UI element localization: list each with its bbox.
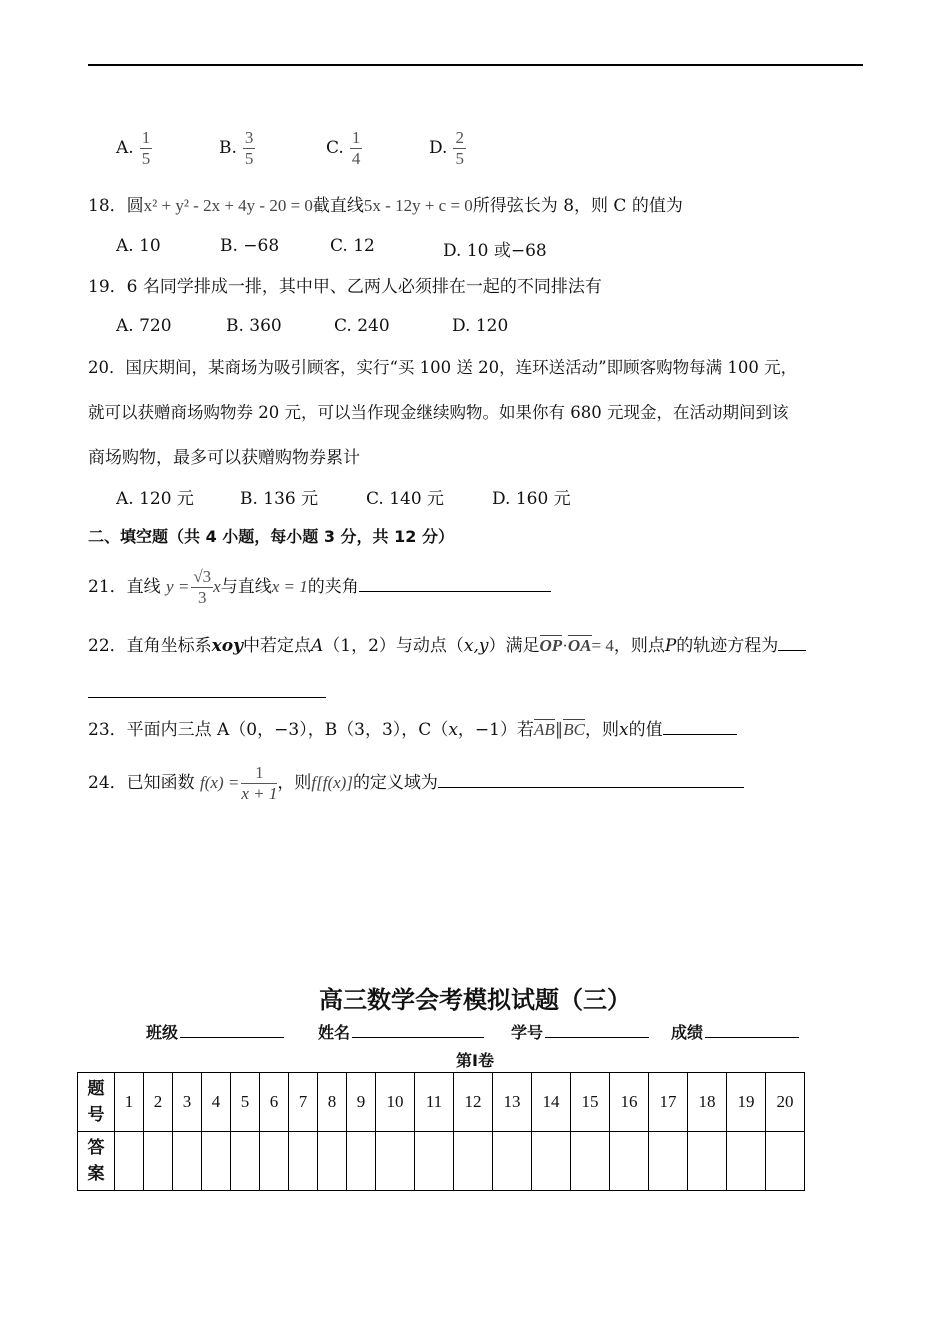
question-number-cell: 17 (649, 1073, 688, 1132)
q19-option-d: D. 120 (452, 316, 509, 336)
answer-sheet-title: 高三数学会考模拟试题（三） (319, 986, 631, 1014)
section-heading-fill-in: 二、填空题（共 4 小题，每小题 3 分，共 12 分） (88, 527, 454, 546)
option-letter: B. (219, 138, 237, 158)
question-number-cell: 6 (260, 1073, 289, 1132)
answer-cell[interactable] (766, 1132, 805, 1191)
q18-option-c: C. 12 (330, 236, 375, 256)
q20-option-c: C. 140 元 (366, 489, 445, 509)
answer-cell[interactable] (571, 1132, 610, 1191)
answer-cell[interactable] (260, 1132, 289, 1191)
answer-blank[interactable] (438, 786, 744, 788)
answer-cell[interactable] (415, 1132, 454, 1191)
question-number-cell: 11 (415, 1073, 454, 1132)
question-number-cell: 5 (231, 1073, 260, 1132)
row-header-answer: 答 案 (78, 1132, 115, 1191)
header-rule (88, 64, 863, 66)
question-20-line-2: 就可以获赠商场购物券 20 元，可以当作现金继续购物。如果你有 680 元现金，在活动期间到该 (88, 403, 789, 422)
question-22: 22．直角坐标系xoy中若定点A（1，2）与动点（x,y）满足OP·OA= 4，则点P的轨迹方程为 (88, 634, 806, 658)
question-number-cell: 14 (532, 1073, 571, 1132)
question-number-cell: 9 (347, 1073, 376, 1132)
question-20-line-1: 20．国庆期间，某商场为吸引顾客，实行“买 100 送 20，连环送活动”即顾客购物每满 100 元， (88, 358, 798, 377)
question-number-cell: 13 (493, 1073, 532, 1132)
q18-option-a: A. 10 (116, 236, 161, 256)
question-number-cell: 20 (766, 1073, 805, 1132)
student-id-input[interactable] (545, 1036, 649, 1038)
fraction: $\frac{1}{x + 1}$ (241, 763, 278, 803)
answer-cell[interactable] (532, 1132, 571, 1191)
answer-cell[interactable] (688, 1132, 727, 1191)
score-input[interactable] (705, 1036, 799, 1038)
q17-option-a (116, 128, 152, 169)
answer-cell[interactable] (347, 1132, 376, 1191)
answer-cell[interactable] (231, 1132, 260, 1191)
question-number-cell: 15 (571, 1073, 610, 1132)
q17-option-b (219, 128, 255, 169)
answer-table (77, 1072, 805, 1191)
answer-cell[interactable] (454, 1132, 493, 1191)
question-18: 18．圆x² + y² - 2x + 4y - 20 = 0截直线5x - 12y + c = 0所得弦长为 8，则 C 的值为 (88, 196, 683, 216)
q18-option-b: B. −68 (220, 236, 280, 256)
q20-option-a: A. 120 元 (116, 489, 194, 509)
answer-cell[interactable] (115, 1132, 144, 1191)
fraction: $\frac{1}{4}$ (351, 128, 361, 168)
option-letter: A. (116, 138, 134, 158)
q20-option-d: D. 160 元 (492, 489, 571, 509)
fraction: $\frac{1}{5}$ (141, 128, 151, 168)
q19-option-a: A. 720 (116, 316, 172, 336)
answer-cell[interactable] (289, 1132, 318, 1191)
answer-cell[interactable] (493, 1132, 532, 1191)
vector-oa: OA (567, 636, 592, 655)
q19-option-b: B. 360 (226, 316, 282, 336)
answer-cell[interactable] (318, 1132, 347, 1191)
q17-option-d (429, 128, 466, 169)
question-number-cell: 7 (289, 1073, 318, 1132)
question-number-cell: 16 (610, 1073, 649, 1132)
option-letter: D. (429, 138, 448, 158)
fraction: $\frac{2}{5}$ (455, 128, 464, 168)
question-21: 21．直线 y = $\frac{√3}{3}$ x与直线x = 1的夹角 (88, 566, 551, 608)
answer-cell[interactable] (727, 1132, 766, 1191)
question-number-cell: 10 (376, 1073, 415, 1132)
option-letter: C. (326, 138, 344, 158)
question-number-cell: 18 (688, 1073, 727, 1132)
vector-ab: AB (533, 720, 555, 739)
question-number-cell: 1 (115, 1073, 144, 1132)
q17-option-c (326, 128, 362, 169)
q18-option-d: D. 10 或−68 (443, 241, 547, 261)
field-name: 姓名 (318, 1020, 484, 1043)
question-number-cell: 8 (318, 1073, 347, 1132)
field-student-id: 学号 (511, 1020, 649, 1043)
question-number-cell: 19 (727, 1073, 766, 1132)
answer-cell[interactable] (376, 1132, 415, 1191)
answer-row (78, 1132, 805, 1191)
answer-blank[interactable] (359, 590, 551, 592)
field-class: 班级 (146, 1020, 284, 1043)
row-header-question-number: 题 号 (78, 1073, 115, 1132)
question-24: 24．已知函数 f(x) = $\frac{1}{x + 1}$ ，则f[f(x)]的定义域为 (88, 762, 744, 804)
question-20-line-3: 商场购物，最多可以获赠购物券累计 (88, 448, 360, 468)
question-number-cell: 3 (173, 1073, 202, 1132)
question-23: 23．平面内三点 A（0，−3），B（3，3），C（x，−1）若AB∥BC，则x的值 (88, 718, 737, 742)
answer-blank-continuation[interactable] (88, 696, 326, 698)
volume-label: 第Ⅰ卷 (456, 1051, 494, 1070)
vector-bc: BC (563, 720, 585, 739)
answer-cell[interactable] (649, 1132, 688, 1191)
vector-op: OP (539, 636, 563, 655)
circle-equation: x² + y² - 2x + 4y - 20 = 0 (143, 196, 313, 215)
answer-cell[interactable] (610, 1132, 649, 1191)
question-number-row (78, 1073, 805, 1132)
question-number-cell: 4 (202, 1073, 231, 1132)
fraction: $\frac{3}{5}$ (244, 128, 254, 168)
line-equation: 5x - 12y + c = 0 (363, 196, 473, 215)
answer-cell[interactable] (173, 1132, 202, 1191)
fraction: $\frac{√3}{3}$ (193, 567, 212, 607)
answer-blank[interactable] (663, 733, 737, 735)
q20-option-b: B. 136 元 (240, 489, 319, 509)
class-input[interactable] (180, 1036, 284, 1038)
field-score: 成绩 (671, 1020, 799, 1043)
name-input[interactable] (352, 1036, 484, 1038)
question-number-cell: 12 (454, 1073, 493, 1132)
answer-blank-start[interactable] (778, 649, 806, 651)
question-number-cell: 2 (144, 1073, 173, 1132)
answer-cell[interactable] (144, 1132, 173, 1191)
q19-option-c: C. 240 (334, 316, 390, 336)
answer-cell[interactable] (202, 1132, 231, 1191)
question-19: 19．6 名同学排成一排，其中甲、乙两人必须排在一起的不同排法有 (88, 277, 602, 297)
